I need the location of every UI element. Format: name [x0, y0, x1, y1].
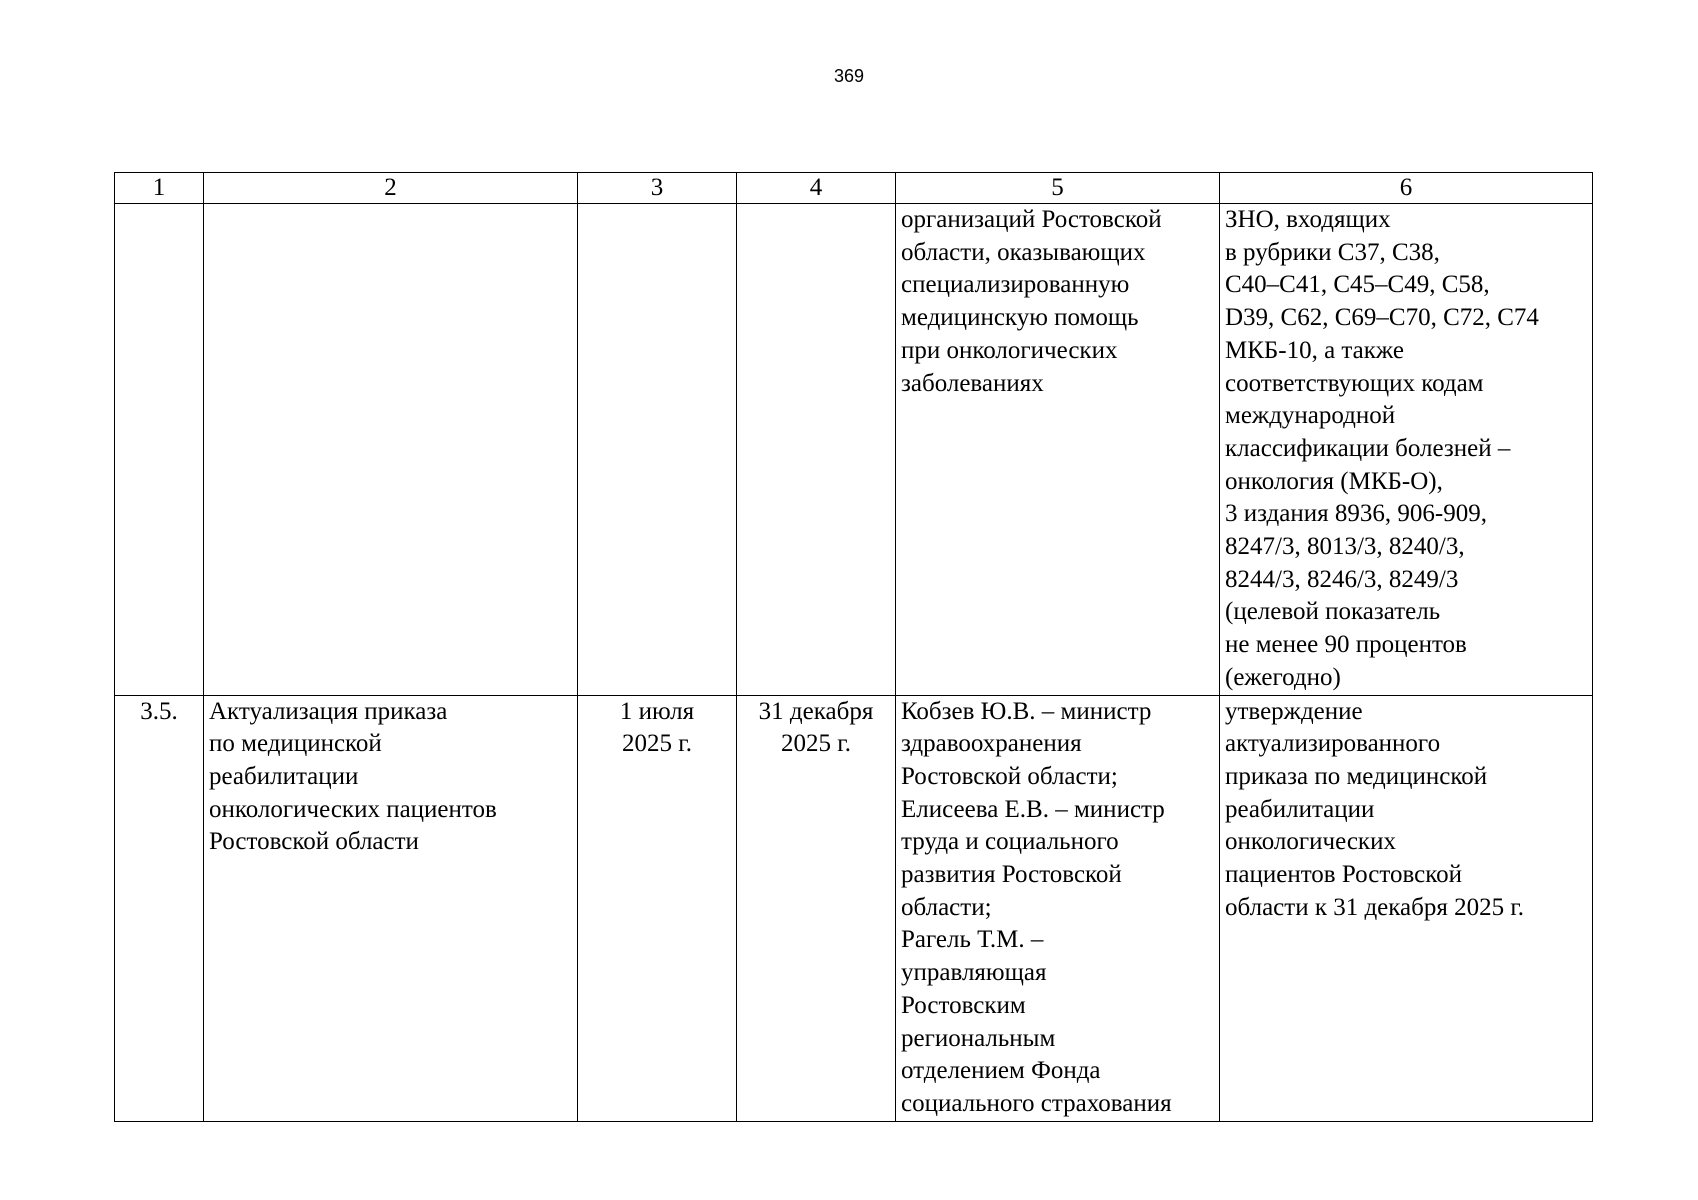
column-header-3: 3: [578, 173, 737, 204]
row-number: 3.5.: [115, 695, 204, 1121]
table-row-3-5: [115, 695, 1593, 1121]
table-header-row: [115, 173, 1593, 204]
column-header-6: 6: [1220, 173, 1593, 204]
table-row-continued: [115, 204, 1593, 696]
continued-cell-3: [578, 204, 737, 696]
column-header-4: 4: [737, 173, 896, 204]
column-header-1: 1: [115, 173, 204, 204]
responsible-cell: Кобзев Ю.В. – министр здравоохранения Ростовской области; Елисеева Е.В. – министр труда и социального развития Ростовской области; Рагель Т.М. – управляющая Ростовским региональным отделением Фонда социального страхования: [896, 695, 1220, 1121]
end-date-cell: 31 декабря 2025 г.: [737, 695, 896, 1121]
continued-cell-2: [204, 204, 578, 696]
continued-cell-4: [737, 204, 896, 696]
measure-cell: Актуализация приказа по медицинской реабилитации онкологических пациентов Ростовской области: [204, 695, 578, 1121]
continued-responsible-cell: организаций Ростовской области, оказывающих специализированную медицинскую помощь при онкологических заболеваниях: [896, 204, 1220, 696]
start-date-cell: 1 июля 2025 г.: [578, 695, 737, 1121]
column-header-5: 5: [896, 173, 1220, 204]
result-cell: утверждение актуализированного приказа по медицинской реабилитации онкологических пациентов Ростовской области к 31 декабря 2025 г.: [1220, 695, 1593, 1121]
column-header-2: 2: [204, 173, 578, 204]
continued-result-cell: ЗНО, входящих в рубрики С37, С38, С40–С41, С45–С49, С58, D39, С62, С69–С70, С72, С74 МКБ-10, а также соответствующих кодам международной классификации болезней – онкология (МКБ-О), 3 издания 8936, 906-909, 8247/3, 8013/3, 8240/3, 8244/3, 8246/3, 8249/3 (целевой показатель не менее 90 процентов (ежегодно): [1220, 204, 1593, 696]
page-number: 369: [833, 66, 865, 86]
continued-cell-1: [115, 204, 204, 696]
plan-table: [114, 172, 1593, 1122]
